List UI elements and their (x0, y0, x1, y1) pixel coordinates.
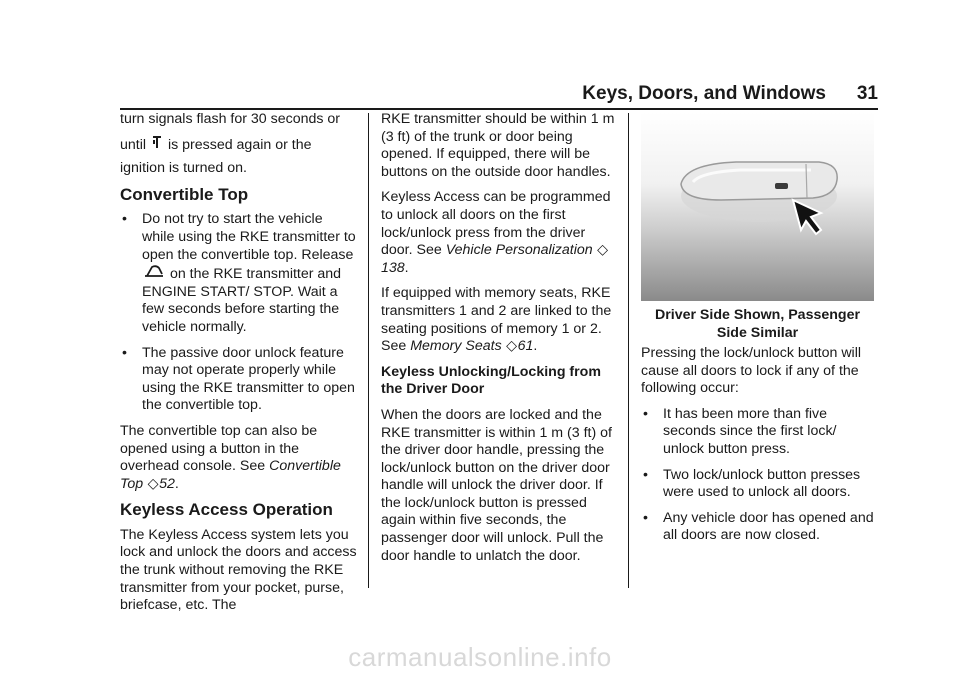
column-1 (120, 111, 358, 623)
list-item: • Do not try to start the vehicle while using the RKE transmitter to open the convertible top. Release on the RKE transmitter and ENGINE START/ STOP. Wait a few seconds before starting the vehicle normally. (122, 211, 356, 335)
paragraph: ignition is turned on. (120, 160, 247, 177)
door-handle-illustration (641, 112, 874, 301)
page-reference[interactable]: 138 (381, 259, 405, 276)
bullet-marker: • (122, 211, 127, 228)
figure-caption: Driver Side Shown, Passenger Side Similar (654, 307, 860, 341)
paragraph: Keyless Access can be programmed to unlock all doors on the first lock/unlock press from the driver door. See Vehicle Personalization ◇138. (381, 189, 611, 276)
list-item: • It has been more than five seconds since the first lock/ unlock button press. (643, 405, 837, 457)
bullet-marker: • (643, 509, 648, 526)
door-handle-icon (641, 112, 874, 301)
section-heading-convertible-top: Convertible Top (120, 184, 249, 204)
cross-reference-link[interactable]: Convertible Top (120, 458, 341, 492)
page-header-title: Keys, Doors, and Windows (582, 83, 826, 104)
paragraph: Pressing the lock/unlock button will cause all doors to lock if any of the following occur: (641, 345, 862, 397)
bullet-marker: • (643, 466, 648, 483)
paragraph: turn signals flash for 30 seconds or (120, 111, 341, 127)
page-reference[interactable]: 52 (159, 475, 175, 492)
cross-reference-link[interactable]: Vehicle Personalization (445, 242, 593, 259)
watermark: carmanualsonline.info (348, 642, 612, 672)
column-3 (641, 345, 875, 553)
bullet-marker: • (122, 344, 127, 361)
paragraph: The convertible top can also be opened using a button in the overhead console. See Convertible Top ◇52. (120, 422, 341, 492)
page-ref-icon: ◇ (147, 475, 159, 492)
convertible-top-icon (144, 266, 168, 282)
column-divider-right (628, 113, 629, 588)
paragraph: The Keyless Access system lets you lock and unlock the doors and access the trunk without removing the RKE transmitter from your pocket, purse, briefcase, etc. The (120, 526, 357, 614)
remote-start-icon (152, 137, 166, 153)
paragraph: RKE transmitter should be within 1 m (3 ft) of the trunk or door being opened. If equipped, there will be buttons on the outside door handles. (381, 111, 615, 180)
column-2 (381, 111, 619, 573)
column-divider-left (368, 113, 369, 588)
paragraph: When the doors are locked and the RKE transmitter is within 1 m (3 ft) of the driver door handle, pressing the lock/unlock button on the driver door handle will unlock the driver door. If the lock/unlock button is pressed again within five seconds, the passenger door will unlock. Pull the door handle to unlatch the door. (381, 406, 612, 564)
page-ref-icon: ◇ (506, 338, 518, 355)
section-heading-keyless-access: Keyless Access Operation (120, 500, 333, 520)
page-number: 31 (856, 83, 878, 104)
page-ref-icon: ◇ (597, 242, 609, 259)
paragraph: If equipped with memory seats, RKE transmitters 1 and 2 are linked to the seating positions of memory 1 or 2. See Memory Seats ◇61. (381, 285, 612, 355)
bullet-marker: • (643, 405, 648, 422)
cross-reference-link[interactable]: Memory Seats (410, 338, 502, 355)
list-item: • Two lock/unlock button presses were used to unlock all doors. (643, 466, 861, 501)
list-item: • Any vehicle door has opened and all doors are now closed. (643, 509, 874, 544)
paragraph: until is pressed again or the (120, 136, 312, 153)
subheading-keyless-unlocking: Keyless Unlocking/Locking from the Driver Door (381, 363, 601, 398)
page-reference[interactable]: 61 (517, 338, 534, 355)
header-rule (120, 108, 878, 110)
list-item: • The passive door unlock feature may not operate properly while using the RKE transmitter to open the convertible top. (122, 344, 355, 414)
